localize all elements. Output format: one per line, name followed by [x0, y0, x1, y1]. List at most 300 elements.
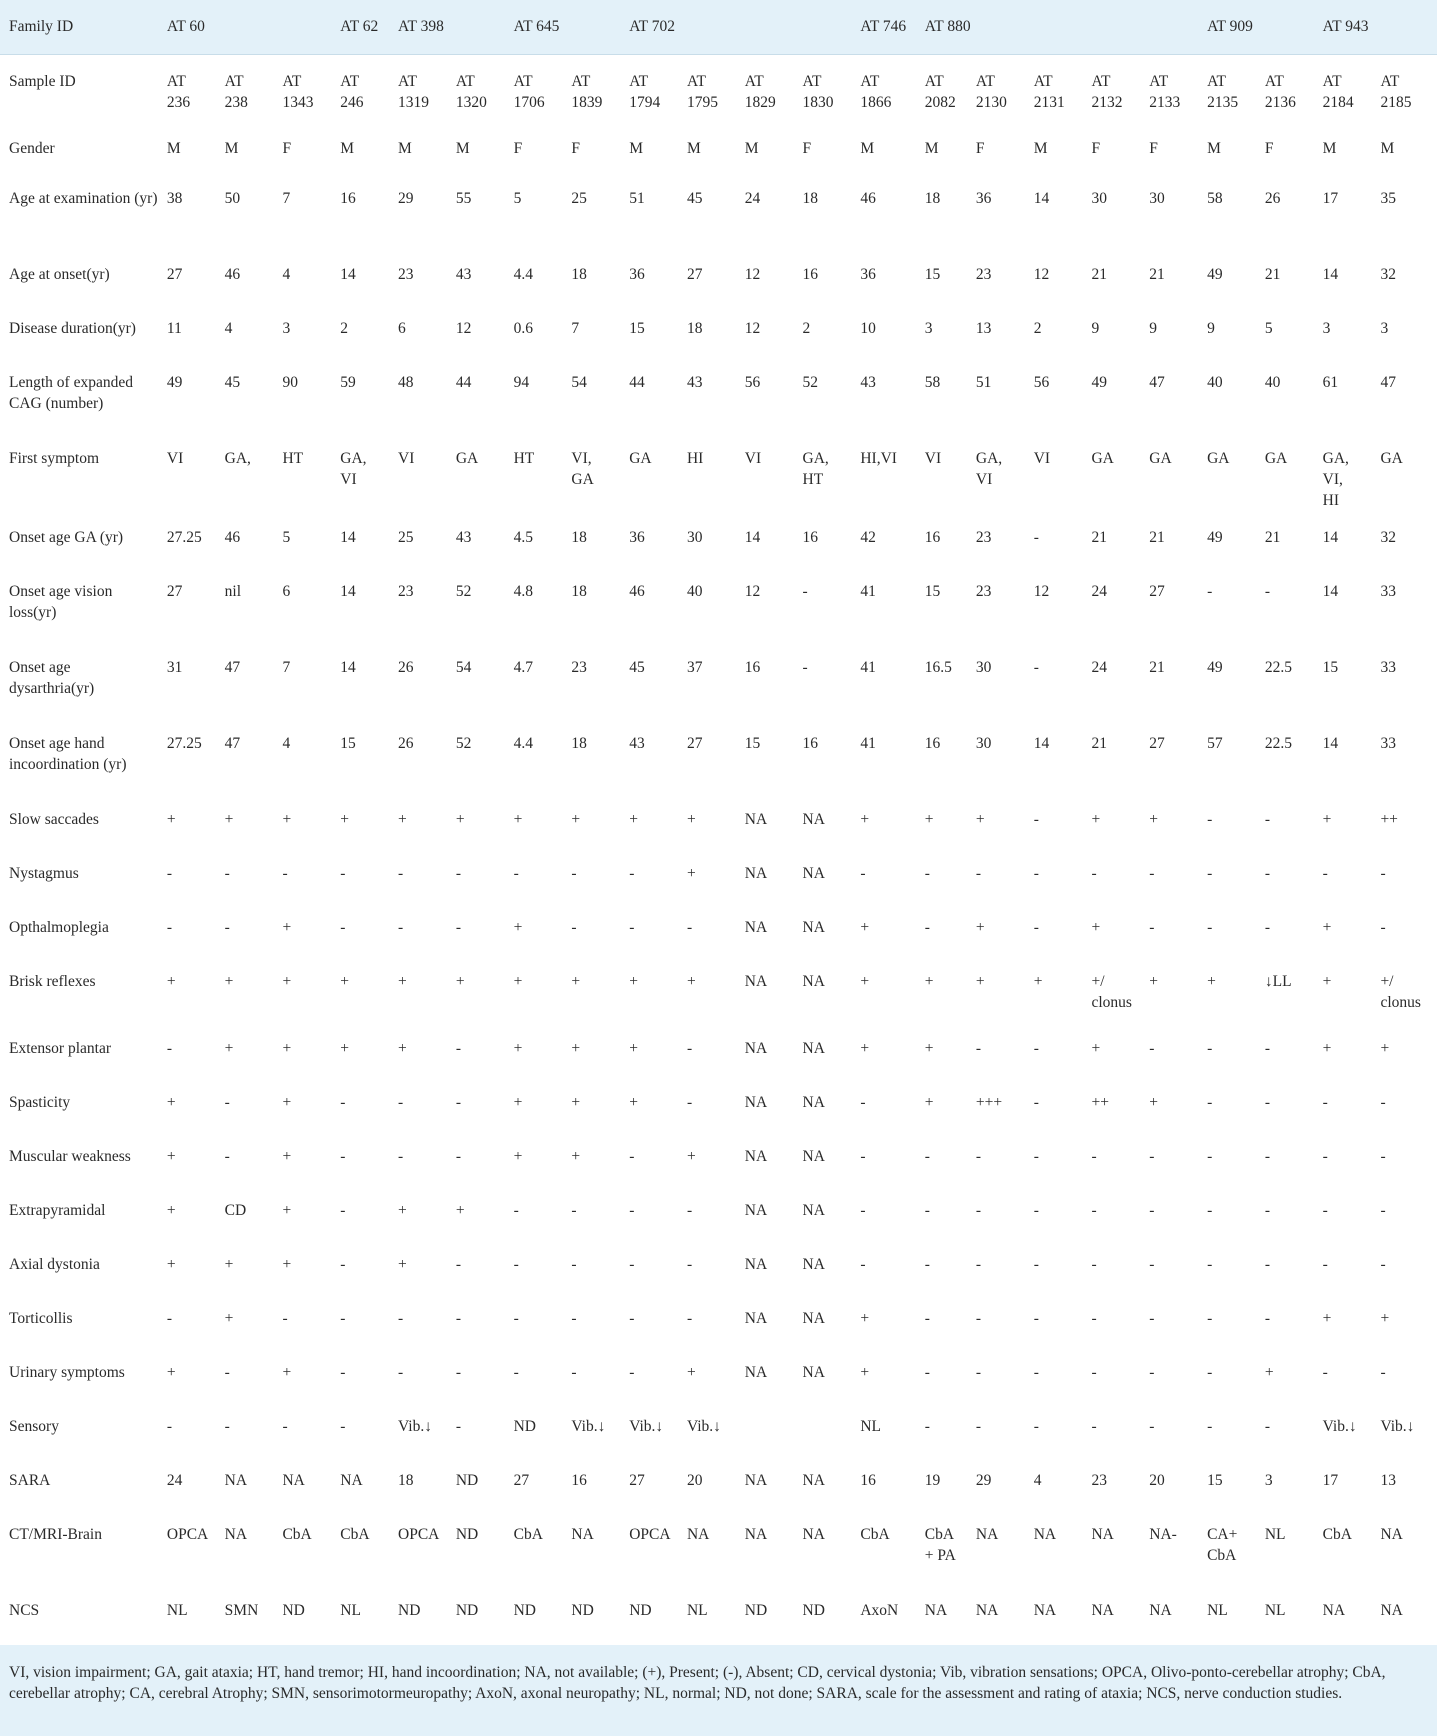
table-cell: ND: [513, 1602, 536, 1619]
table-cell: ND: [513, 1418, 536, 1435]
table-cell: NA: [744, 919, 768, 936]
table-cell: 41: [860, 735, 876, 752]
row-label: SARA: [9, 1472, 51, 1489]
table-cell: -: [686, 1094, 693, 1111]
table-cell: +: [1380, 1040, 1390, 1057]
table-row: [0, 54, 1437, 122]
table-cell: -: [1207, 811, 1213, 828]
table-cell: ++: [1380, 811, 1398, 828]
table-cell: -: [166, 1310, 173, 1327]
table-cell: +: [166, 1202, 176, 1219]
table-cell: 14: [340, 529, 356, 546]
table-cell: 58: [924, 374, 941, 391]
table-cell: 23: [975, 529, 992, 546]
family-id-cell: AT 880: [917, 0, 1199, 54]
table-cell: 7: [282, 190, 291, 207]
table-cell: +: [1322, 1310, 1332, 1327]
table-cell: 14: [340, 659, 356, 676]
table-row: [0, 1346, 1437, 1400]
table-cell: +/ clonus: [1091, 973, 1132, 1011]
table-cell: -: [513, 1202, 519, 1219]
table-cell: NA: [1033, 1526, 1057, 1543]
table-cell: -: [686, 1310, 693, 1327]
table-cell: NA: [744, 1364, 768, 1381]
table-cell: +: [629, 973, 638, 990]
table-cell: -: [224, 1094, 230, 1111]
table-cell: -: [1207, 1094, 1213, 1111]
row-label: Disease duration(yr): [9, 320, 136, 337]
table-cell: -: [1033, 1202, 1039, 1219]
table-cell: 30: [1091, 190, 1107, 207]
table-cell: 21: [1149, 529, 1165, 546]
table-cell: 0.6: [513, 320, 533, 337]
table-row: [0, 1292, 1437, 1346]
table-cell: GA: [1207, 450, 1230, 467]
row-label: Opthalmoplegia: [9, 919, 109, 936]
table-cell: M: [744, 140, 759, 157]
table-cell: -: [398, 1364, 404, 1381]
table-cell: -: [1264, 583, 1271, 600]
table-cell: NA: [686, 1526, 710, 1543]
table-cell: 21: [1091, 529, 1107, 546]
row-label: Slow saccades: [9, 811, 99, 828]
table-cell: -: [398, 1310, 404, 1327]
table-cell: 50: [224, 190, 241, 207]
table-cell: -: [571, 1310, 577, 1327]
table-cell: NA: [1380, 1602, 1403, 1619]
family-id-cell: AT 702: [621, 0, 852, 54]
table-cell: NA: [802, 1040, 825, 1057]
table-cell: [795, 1400, 853, 1454]
table-row: [0, 1184, 1437, 1238]
table-cell: +: [1322, 1040, 1332, 1057]
table-cell: NA: [744, 865, 768, 882]
table-cell: 24: [1091, 659, 1107, 676]
table-cell: -: [1207, 1148, 1213, 1165]
table-cell: 44: [629, 374, 645, 391]
table-cell: -: [224, 1364, 230, 1381]
table-cell: 23: [975, 583, 992, 600]
table-cell: -: [1149, 1364, 1155, 1381]
table-cell: +: [398, 1202, 407, 1219]
table-cell: 14: [744, 529, 761, 546]
table-cell: Vib.↓: [1322, 1418, 1357, 1435]
table-cell: 14: [340, 583, 356, 600]
table-cell: F: [571, 140, 581, 157]
table-cell: CbA + PA: [924, 1526, 956, 1564]
table-cell: 49: [1207, 659, 1223, 676]
table-cell: 21: [1149, 266, 1165, 283]
table-cell: 55: [455, 190, 472, 207]
table-cell: 12: [744, 583, 761, 600]
table-cell: 14: [1322, 735, 1339, 752]
table-row: [0, 565, 1437, 641]
table-cell: 59: [340, 374, 356, 391]
table-cell: -: [1380, 1202, 1386, 1219]
table-cell: NA: [744, 1040, 768, 1057]
table-cell: +: [1264, 1364, 1274, 1381]
table-cell: -: [975, 1256, 982, 1273]
table-cell: -: [860, 1256, 866, 1273]
table-cell: 44: [455, 374, 472, 391]
table-cell: -: [455, 865, 461, 882]
table-cell: 16: [571, 1472, 587, 1489]
table-cell: -: [1033, 1364, 1039, 1381]
table-cell: -: [860, 865, 866, 882]
table-cell: 3: [282, 320, 291, 337]
table-cell: -: [1033, 1256, 1039, 1273]
table-cell: 90: [282, 374, 298, 391]
table-cell: -: [455, 1040, 461, 1057]
table-cell: AT 1343: [282, 72, 314, 111]
row-label: Sample ID: [9, 72, 76, 90]
table-cell: -: [1149, 1418, 1155, 1435]
table-cell: 51: [629, 190, 645, 207]
table-cell: -: [340, 1418, 346, 1435]
family-id-label: Family ID: [0, 0, 159, 54]
table-cell: +: [1149, 811, 1158, 828]
table-cell: 12: [1033, 266, 1050, 283]
table-cell: VI: [744, 450, 762, 467]
table-cell: HI,VI: [860, 450, 897, 467]
table-cell: +: [282, 1094, 292, 1111]
table-cell: -: [1091, 1148, 1097, 1165]
table-cell: 29: [975, 1472, 992, 1489]
row-label: NCS: [9, 1602, 40, 1619]
table-cell: -: [924, 1148, 930, 1165]
table-cell: 58: [1207, 190, 1223, 207]
table-cell: 14: [340, 266, 356, 283]
table-cell: 16: [924, 529, 941, 546]
table-cell: -: [629, 1310, 635, 1327]
table-cell: F: [802, 140, 812, 157]
table-cell: +: [224, 1256, 234, 1273]
table-cell: 4.8: [513, 583, 533, 600]
table-cell: +: [398, 973, 407, 990]
table-cell: 18: [686, 320, 703, 337]
table-cell: -: [629, 1202, 635, 1219]
table-cell: Vib.↓: [686, 1418, 721, 1435]
table-cell: -: [1033, 811, 1039, 828]
table-cell: 22.5: [1264, 735, 1292, 752]
table-row: [0, 901, 1437, 955]
table-cell: -: [455, 1256, 461, 1273]
table-cell: Vib.↓: [1380, 1418, 1415, 1435]
table-cell: 56: [1033, 374, 1050, 391]
table-cell: NA: [744, 1094, 768, 1111]
table-cell: NA: [744, 811, 768, 828]
table-cell: +: [1322, 973, 1332, 990]
table-cell: NA: [802, 1472, 825, 1489]
table-cell: AT 2133: [1149, 72, 1181, 111]
table-cell: -: [224, 1148, 230, 1165]
row-label: Extensor plantar: [9, 1040, 112, 1057]
table-cell: -: [1264, 1094, 1271, 1111]
table-cell: -: [975, 865, 982, 882]
table-cell: GA: [1091, 450, 1114, 467]
row-label: Length of expanded CAG (number): [9, 374, 133, 412]
table-cell: 52: [455, 583, 472, 600]
table-cell: 49: [1207, 529, 1223, 546]
table-cell: 23: [398, 583, 414, 600]
table-cell: +: [282, 919, 292, 936]
family-id-header-row: [0, 0, 1437, 54]
table-cell: 2: [802, 320, 811, 337]
table-cell: AT 2082: [924, 72, 956, 111]
table-cell: 16: [924, 735, 941, 752]
table-cell: -: [1149, 919, 1155, 936]
table-cell: F: [975, 140, 985, 157]
table-cell: 4.7: [513, 659, 533, 676]
table-cell: 33: [1380, 583, 1396, 600]
table-row: [0, 432, 1437, 511]
table-cell: 15: [1207, 1472, 1223, 1489]
table-cell: 46: [224, 266, 241, 283]
table-row: [0, 1584, 1437, 1645]
table-cell: CbA: [340, 1526, 370, 1543]
table-cell: 46: [860, 190, 876, 207]
table-cell: -: [571, 919, 577, 936]
table-cell: +: [975, 811, 985, 828]
table-cell: +++: [975, 1094, 1003, 1111]
table-cell: -: [1380, 1364, 1386, 1381]
table-cell: -: [1207, 1202, 1213, 1219]
table-cell: GA,: [224, 450, 251, 467]
table-cell: 4.4: [513, 266, 533, 283]
table-cell: ND: [629, 1602, 652, 1619]
table-cell: 47: [1380, 374, 1396, 391]
family-id-cell: AT 60: [159, 0, 332, 54]
table-cell: 5: [1264, 320, 1273, 337]
table-cell: -: [224, 919, 230, 936]
row-label: Muscular weakness: [9, 1148, 131, 1165]
table-cell: VI, GA: [571, 450, 594, 488]
table-cell: NL: [860, 1418, 882, 1435]
family-id-cell: AT 943: [1315, 0, 1437, 54]
table-cell: M: [340, 140, 355, 157]
table-cell: 46: [224, 529, 241, 546]
table-cell: ND: [282, 1602, 305, 1619]
table-cell: -: [398, 865, 404, 882]
table-cell: M: [1322, 140, 1337, 157]
table-cell: 16.5: [924, 659, 952, 676]
table-cell: M: [860, 140, 875, 157]
table-cell: -: [1264, 1310, 1271, 1327]
table-cell: +: [1091, 811, 1101, 828]
table-cell: -: [166, 1040, 173, 1057]
table-row: [0, 172, 1437, 248]
table-cell: -: [340, 1202, 346, 1219]
table-cell: AT 236: [166, 72, 191, 111]
table-cell: NA: [744, 1526, 768, 1543]
table-cell: HT: [282, 450, 304, 467]
table-cell: AT 2130: [975, 72, 1007, 111]
table-cell: -: [1033, 1418, 1039, 1435]
table-cell: AT 1830: [802, 72, 834, 111]
table-cell: NA: [744, 1472, 768, 1489]
table-cell: -: [1149, 1040, 1155, 1057]
table-cell: ↓LL: [1264, 973, 1292, 990]
table-cell: -: [1207, 919, 1213, 936]
table-cell: -: [513, 1364, 519, 1381]
table-cell: ND: [802, 1602, 825, 1619]
table-cell: 36: [629, 266, 645, 283]
table-cell: NL: [1264, 1602, 1286, 1619]
table-cell: 3: [924, 320, 933, 337]
table-cell: +: [340, 1040, 349, 1057]
table-cell: AT 246: [340, 72, 364, 111]
table-cell: AT 1829: [744, 72, 776, 111]
row-label: Onset age GA (yr): [9, 529, 124, 546]
table-cell: AT 2132: [1091, 72, 1123, 111]
table-cell: 13: [975, 320, 992, 337]
table-cell: -: [1033, 1040, 1039, 1057]
table-cell: 47: [224, 735, 241, 752]
table-row: [0, 955, 1437, 1022]
table-cell: 4: [224, 320, 233, 337]
table-cell: NA: [744, 1256, 768, 1273]
table-cell: NL: [340, 1602, 361, 1619]
table-cell: NL: [1264, 1526, 1286, 1543]
table-cell: 21: [1264, 266, 1281, 283]
table-cell: 6: [398, 320, 406, 337]
table-cell: -: [455, 1094, 461, 1111]
table-cell: -: [975, 1364, 982, 1381]
table-cell: +: [571, 1148, 581, 1165]
table-cell: +: [455, 1202, 465, 1219]
table-cell: 21: [1149, 659, 1165, 676]
table-cell: 49: [1091, 374, 1107, 391]
table-cell: +: [282, 1202, 292, 1219]
table-cell: -: [924, 1256, 930, 1273]
table-cell: 5: [513, 190, 522, 207]
table-cell: +: [686, 811, 696, 828]
table-cell: 27: [1149, 735, 1165, 752]
table-cell: -: [629, 1364, 635, 1381]
table-cell: -: [924, 1202, 930, 1219]
table-cell: M: [686, 140, 701, 157]
table-cell: M: [398, 140, 412, 157]
table-cell: +: [455, 973, 465, 990]
table-cell: 18: [924, 190, 941, 207]
table-cell: ND: [455, 1526, 479, 1543]
table-cell: -: [455, 1364, 461, 1381]
table-cell: +: [166, 811, 176, 828]
table-cell: 15: [924, 583, 941, 600]
table-cell: GA, VI, HI: [1322, 450, 1349, 509]
table-cell: -: [340, 1094, 346, 1111]
table-cell: 30: [686, 529, 703, 546]
table-cell: +: [282, 1040, 292, 1057]
table-cell: 23: [571, 659, 587, 676]
table-cell: -: [629, 865, 635, 882]
table-cell: M: [166, 140, 181, 157]
table-cell: -: [860, 1094, 866, 1111]
table-cell: -: [340, 1364, 346, 1381]
table-cell: GA, VI: [340, 450, 367, 488]
table-cell: +: [860, 811, 870, 828]
row-label: Brisk reflexes: [9, 973, 96, 990]
table-cell: +: [1091, 919, 1101, 936]
table-cell: NA: [224, 1526, 248, 1543]
table-cell: 43: [455, 529, 472, 546]
table-cell: M: [1380, 140, 1395, 157]
table-cell: 24: [744, 190, 761, 207]
table-cell: -: [1322, 1256, 1328, 1273]
table-cell: CbA: [513, 1526, 543, 1543]
table-cell: 17: [1322, 1472, 1339, 1489]
table-cell: NA: [802, 865, 825, 882]
table-cell: 2: [340, 320, 348, 337]
table-cell: 24: [166, 1472, 183, 1489]
table-cell: OPCA: [629, 1526, 671, 1543]
table-cell: M: [629, 140, 643, 157]
table-cell: 18: [571, 266, 587, 283]
table-cell: +: [455, 811, 465, 828]
table-cell: 47: [224, 659, 241, 676]
table-cell: 21: [1091, 266, 1107, 283]
table-cell: F: [282, 140, 292, 157]
table-cell: +: [166, 1148, 176, 1165]
table-cell: -: [513, 1256, 519, 1273]
table-cell: -: [513, 865, 519, 882]
row-label: Urinary symptoms: [9, 1364, 125, 1381]
table-cell: 36: [629, 529, 645, 546]
table-cell: F: [1091, 140, 1101, 157]
table-cell: +: [340, 973, 349, 990]
table-cell: Vib.↓: [629, 1418, 664, 1435]
table-cell: +: [224, 1310, 234, 1327]
table-cell: 57: [1207, 735, 1223, 752]
table-cell: 94: [513, 374, 530, 391]
table-cell: -: [1264, 1040, 1271, 1057]
table-cell: M: [455, 140, 470, 157]
table-cell: AT 1319: [398, 72, 430, 111]
table-cell: 6: [282, 583, 291, 600]
table-cell: -: [1091, 865, 1097, 882]
table-cell: +: [166, 1256, 176, 1273]
table-cell: -: [166, 865, 173, 882]
table-cell: AT 1320: [455, 72, 487, 111]
table-cell: VI: [166, 450, 184, 467]
table-cell: -: [166, 1418, 173, 1435]
table-cell: NA: [744, 1310, 768, 1327]
table-cell: -: [282, 1310, 288, 1327]
table-cell: CA+ CbA: [1207, 1526, 1238, 1564]
table-cell: -: [1264, 1418, 1271, 1435]
table-cell: +: [340, 811, 349, 828]
family-id-cell: AT 909: [1199, 0, 1315, 54]
table-cell: 9: [1091, 320, 1100, 337]
table-cell: AT 1706: [513, 72, 545, 111]
table-cell: NL: [166, 1602, 188, 1619]
table-cell: 21: [1264, 529, 1281, 546]
table-cell: +: [860, 1040, 870, 1057]
table-cell: -: [1091, 1202, 1097, 1219]
table-cell: 29: [398, 190, 414, 207]
table-cell: 43: [686, 374, 703, 391]
table-cell: 24: [1091, 583, 1107, 600]
table-cell: 27: [166, 583, 183, 600]
table-cell: -: [571, 1256, 577, 1273]
table-cell: -: [924, 1364, 930, 1381]
table-cell: 12: [1033, 583, 1050, 600]
table-cell: +: [924, 1040, 934, 1057]
table-cell: -: [455, 1148, 461, 1165]
table-cell: NA: [802, 973, 825, 990]
table-cell: +: [629, 811, 638, 828]
row-label: Age at onset(yr): [9, 266, 110, 283]
